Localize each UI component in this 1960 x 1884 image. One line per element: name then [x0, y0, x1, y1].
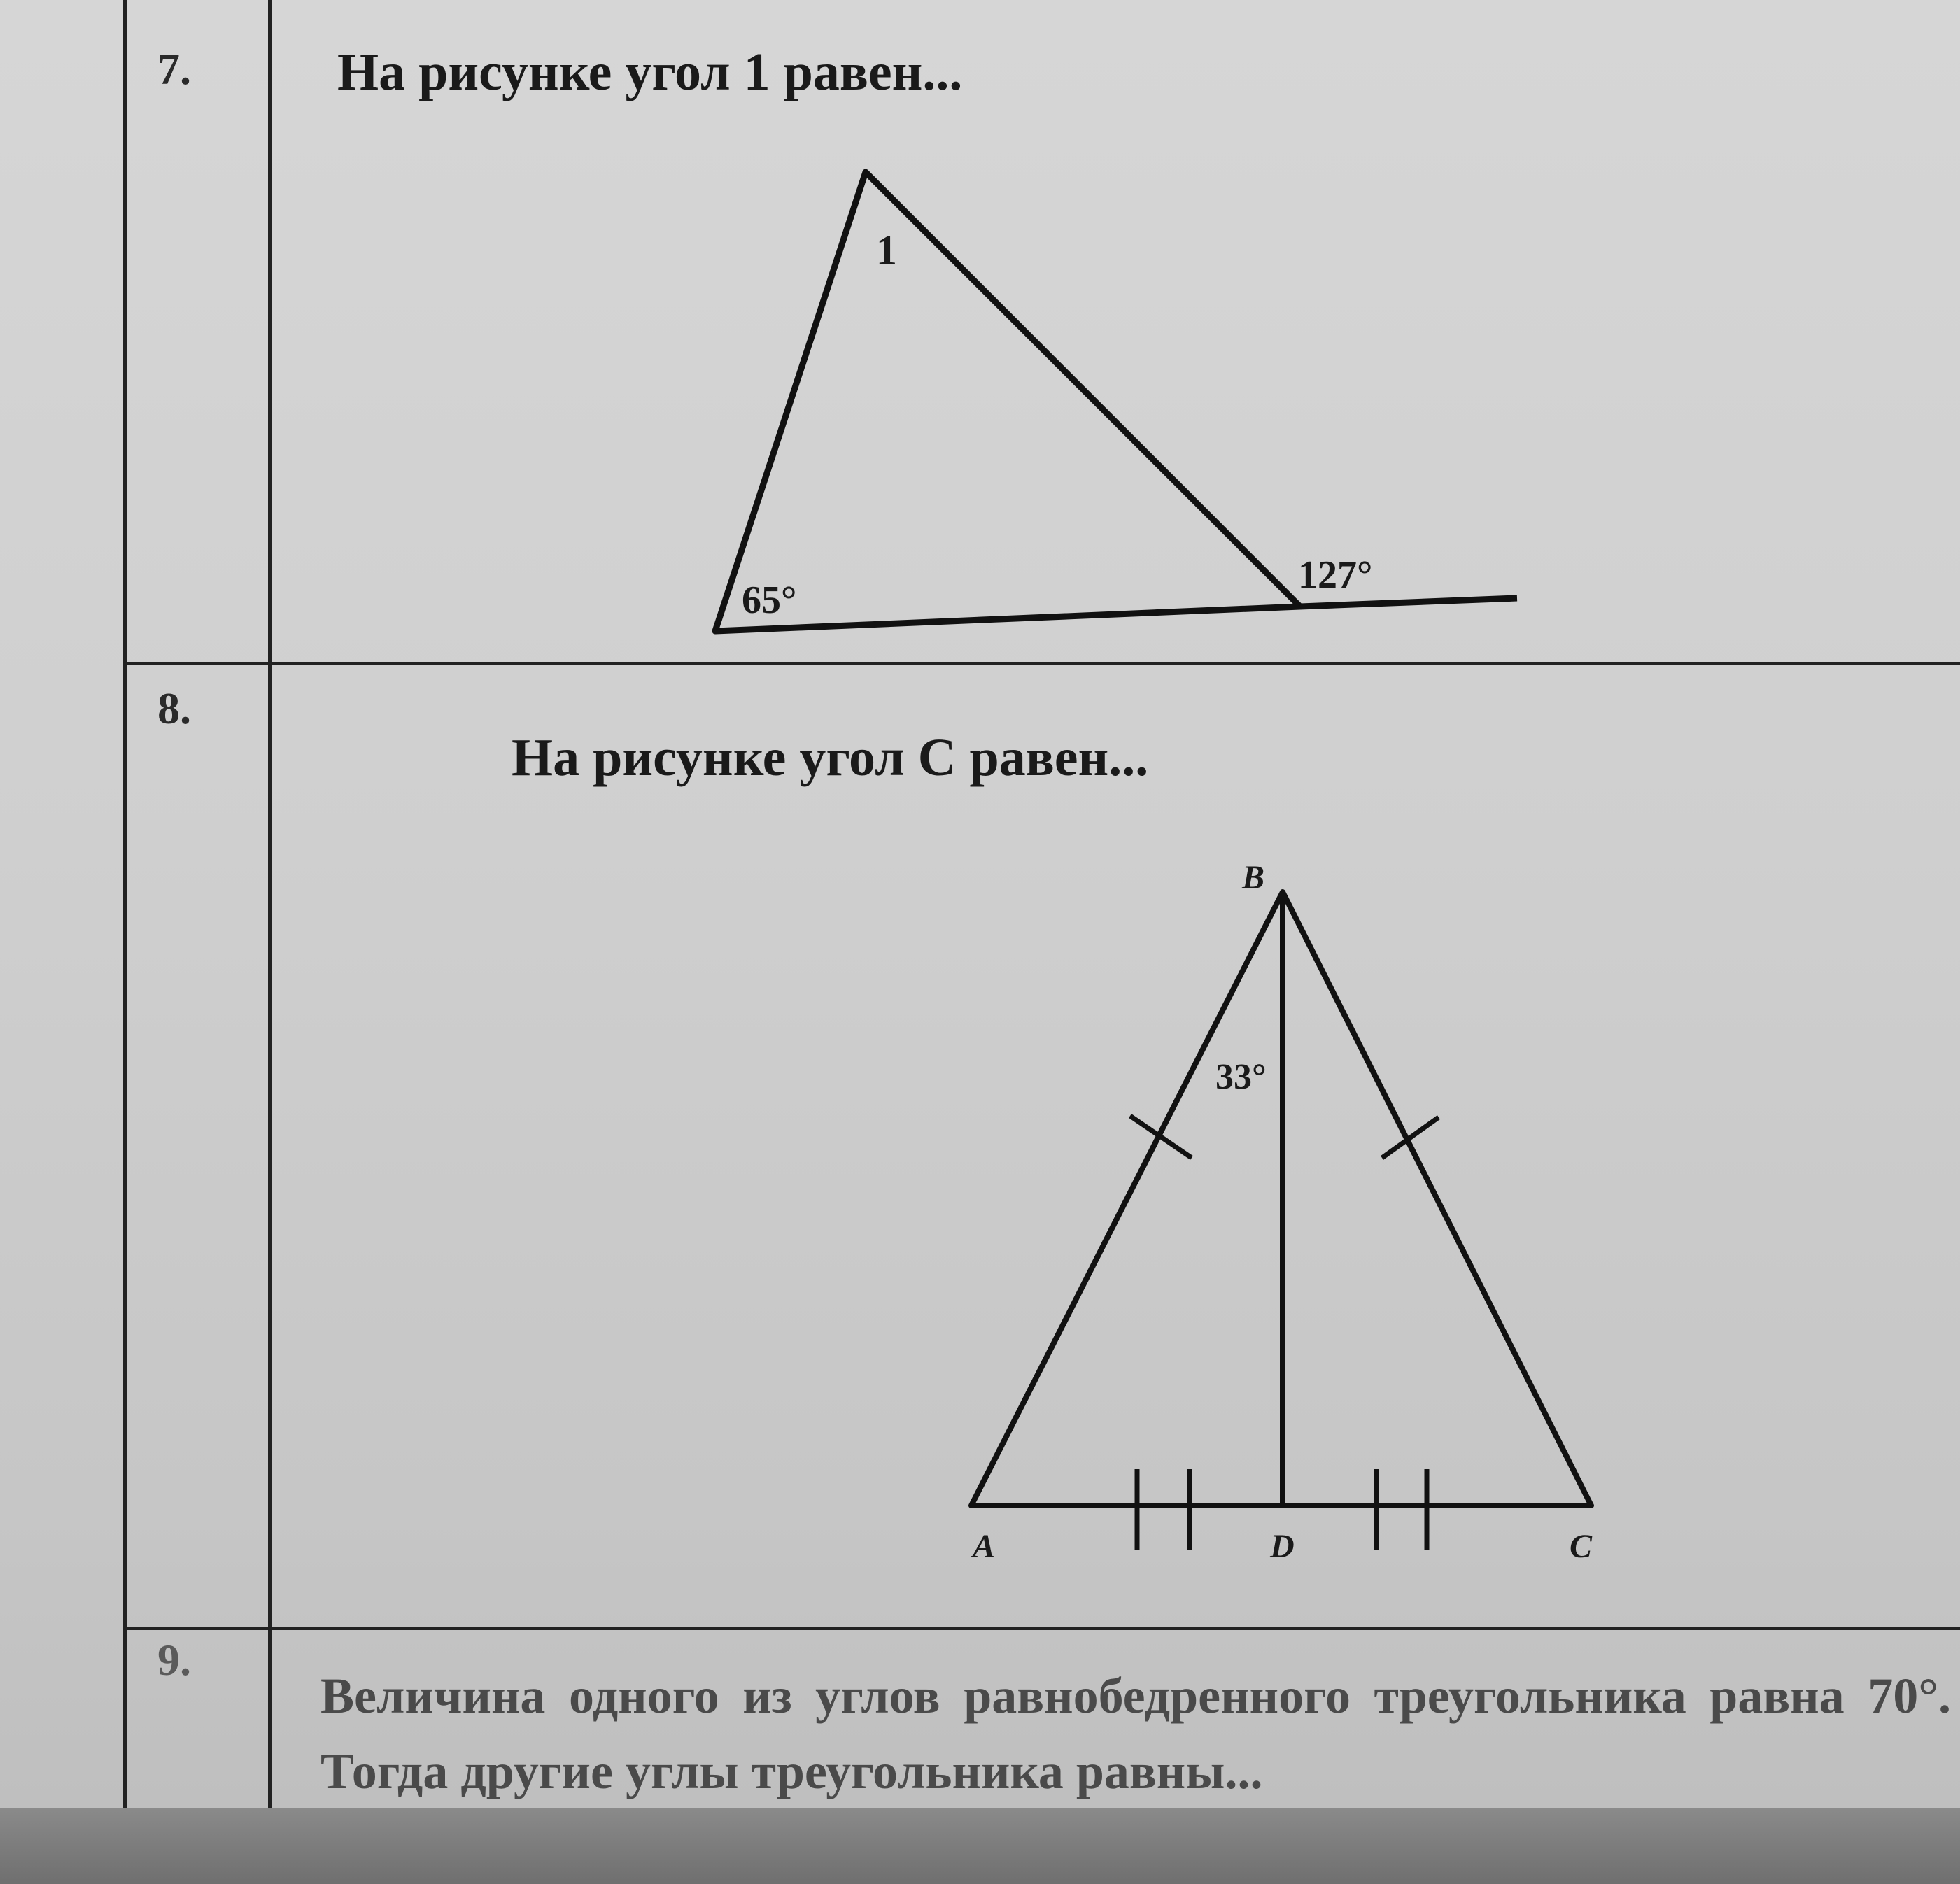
question-text: Величина одного из углов равнобедренного треугольника равна 70°. Тогда другие углы треугольника равны...	[320, 1668, 1951, 1799]
question-text: На рисунке угол 1 равен...	[337, 43, 963, 101]
question-number: 9.	[157, 1635, 191, 1685]
question-text: На рисунке угол C равен...	[512, 728, 1149, 787]
vertex-a-label: A	[973, 1528, 996, 1565]
vertex-c-label: C	[1570, 1528, 1593, 1565]
angle-33-label: 33°	[1215, 1057, 1267, 1097]
vertex-d-label: D	[1270, 1528, 1295, 1565]
question-number: 8.	[157, 684, 191, 733]
vertex-b-label: B	[1242, 859, 1265, 896]
screen-bezel	[0, 1808, 1960, 1884]
tick-ab	[1130, 1116, 1192, 1158]
angle-65-label: 65°	[742, 579, 797, 622]
question-number: 7.	[157, 44, 191, 94]
angle-127-label: 127°	[1298, 553, 1373, 597]
angle-1-label: 1	[876, 227, 897, 274]
